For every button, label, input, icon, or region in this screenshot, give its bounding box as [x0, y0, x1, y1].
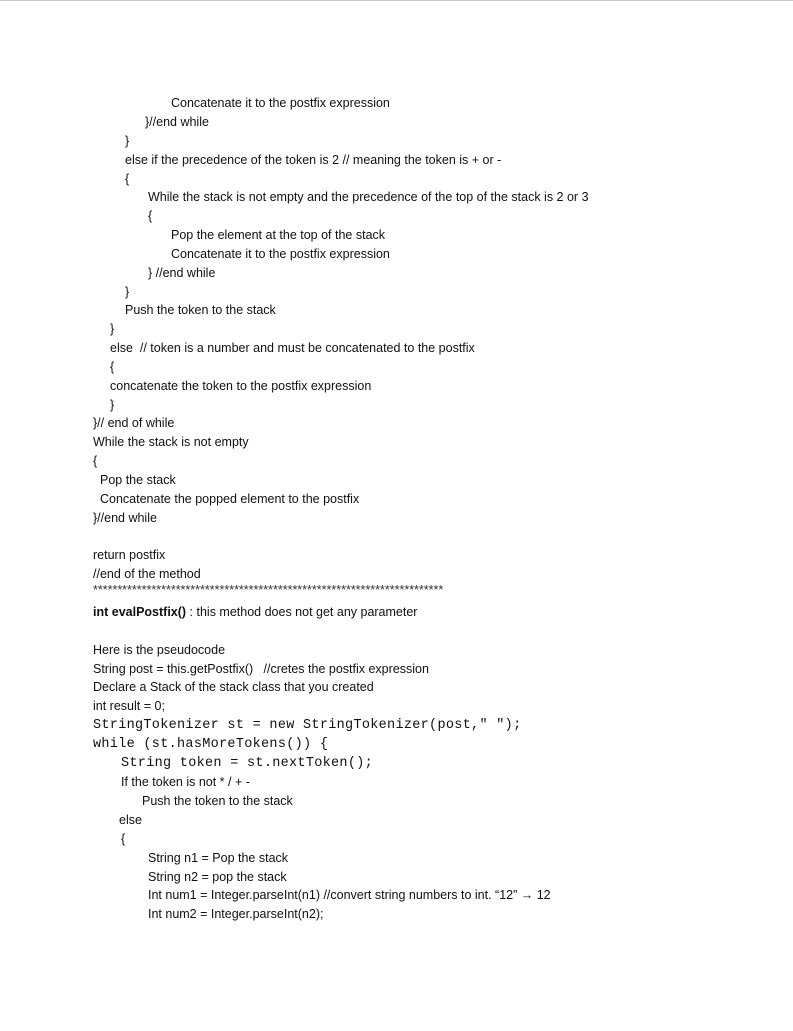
- text-line: While the stack is not empty and the precedence of the top of the stack is 2 or 3: [148, 190, 589, 204]
- method-name: int evalPostfix(): [93, 605, 187, 619]
- text-line: int result = 0;: [93, 699, 165, 713]
- text-line: }: [125, 134, 130, 148]
- text-line: else if the precedence of the token is 2 // meaning the token is + or -: [125, 153, 502, 167]
- text-line: Declare a Stack of the stack class that you created: [93, 680, 374, 694]
- text-line: If the token is not * / + -: [121, 775, 250, 789]
- separator-stars: ************************************************************************: [93, 583, 444, 597]
- text-line: Pop the stack: [100, 473, 176, 487]
- text-line: }//end while: [93, 511, 157, 525]
- text-line: Concatenate the popped element to the postfix: [100, 492, 360, 506]
- text-line: }: [110, 322, 115, 336]
- text-line: {: [148, 209, 153, 223]
- text-line: String n1 = Pop the stack: [148, 851, 289, 865]
- text-line: Pop the element at the top of the stack: [171, 228, 386, 242]
- text-line: } //end while: [148, 266, 216, 280]
- text-line: Push the token to the stack: [125, 303, 276, 317]
- text-line: }: [110, 398, 115, 412]
- method-signature: [93, 603, 417, 622]
- text-line: Concatenate it to the postfix expression: [171, 247, 390, 261]
- text-line: {: [93, 454, 98, 468]
- method-description: : this method does not get any parameter: [186, 605, 418, 619]
- text-line: }//end while: [145, 115, 209, 129]
- text-line: While the stack is not empty: [93, 435, 249, 449]
- text-line: }: [125, 285, 130, 299]
- text-line: //end of the method: [93, 567, 201, 581]
- text-line: {: [125, 172, 130, 186]
- text-line: Here is the pseudocode: [93, 643, 226, 657]
- text-line: {: [110, 360, 115, 374]
- text-line: else: [119, 813, 142, 827]
- code-line: StringTokenizer st = new StringTokenizer(post," ");: [93, 718, 522, 733]
- text-line: }// end of while: [93, 416, 175, 430]
- text-line: Push the token to the stack: [142, 794, 293, 808]
- code-line: while (st.hasMoreTokens()) {: [93, 737, 329, 752]
- text-line: concatenate the token to the postfix expression: [110, 379, 372, 393]
- text-line: else // token is a number and must be concatenated to the postfix: [110, 341, 475, 355]
- text-line: String n2 = pop the stack: [148, 870, 287, 884]
- text-line: {: [121, 832, 126, 846]
- text-line: String post = this.getPostfix() //cretes the postfix expression: [93, 662, 429, 676]
- text-line: Concatenate it to the postfix expression: [171, 96, 390, 110]
- text-line: Int num2 = Integer.parseInt(n2);: [148, 907, 324, 921]
- text-line: Int num1 = Integer.parseInt(n1) //convert string numbers to int. “12” → 12: [148, 888, 551, 902]
- code-line: String token = st.nextToken();: [121, 756, 374, 771]
- text-line: return postfix: [93, 548, 166, 562]
